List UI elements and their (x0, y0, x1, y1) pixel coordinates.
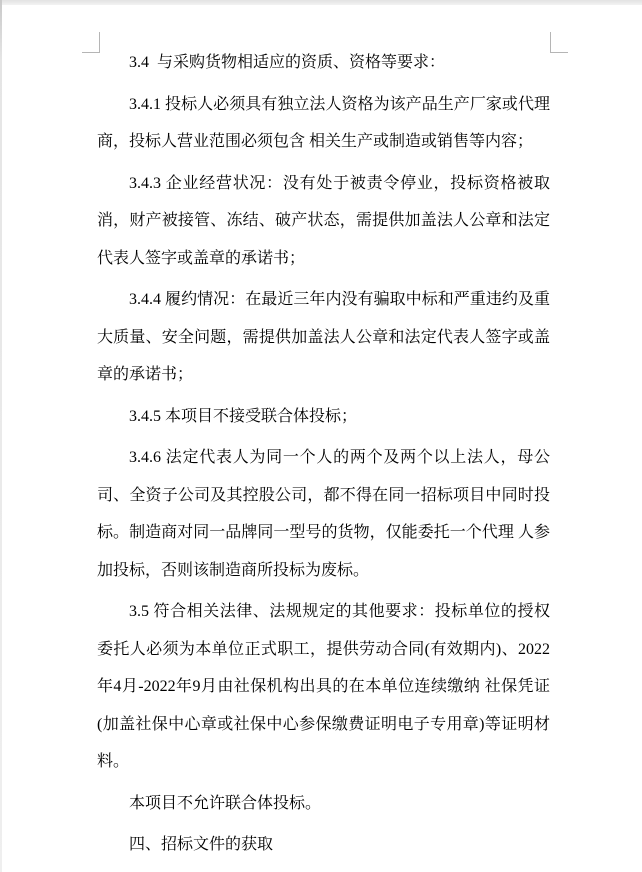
paragraph-3-5: 3.5 符合相关法律、法规规定的其他要求：投标单位的授权委托人必须为本单位正式职工，提供劳动合同(有效期内)、2022年4月-2022年9月由社保机构出具的在本单位连续缴纳 社保凭证(加盖社保中心章或社保中心参保缴费证明电子专用章)等证明材料。 (97, 603, 550, 770)
paragraph-3-4-5: 3.4.5 本项目不接受联合体投标； (129, 407, 358, 425)
document-body (97, 44, 550, 868)
paragraph-3-4-6: 3.4.6 法定代表人为同一个人的两个及两个以上法人，母公司、全资子公司及其控股公司，都不得在同一招标项目中同时投标。制造商对同一品牌同一型号的货物，仅能委托一个代理 人参加投标，否则该制造商所投标为废标。 (97, 449, 550, 579)
top-edge-shadow (0, 0, 642, 5)
text-boundary-mark-top-right (550, 32, 568, 53)
paragraph-no-consortium: 本项目不允许联合体投标。 (129, 794, 322, 812)
paragraph-3-4-4: 3.4.4 履约情况：在最近三年内没有骗取中标和严重违约及重大质量、安全问题，需提供加盖法人公章和法定代表人签字或盖章的承诺书； (97, 291, 550, 383)
paragraph-3-4: 3.4 与采购货物相适应的资质、资格等要求： (129, 54, 446, 71)
paragraph-3-4-1: 3.4.1 投标人必须具有独立法人资格为该产品生产厂家或代理商，投标人营业范围必须包含 相关生产或制造或销售等内容； (97, 95, 550, 150)
paragraph-3-4-3: 3.4.3 企业经营状况：没有处于被责令停业，投标资格被取消，财产被接管、冻结、破产状态，需提供加盖法人公章和法定代表人签字或盖章的承诺书； (97, 174, 550, 267)
left-edge-shadow (0, 0, 2, 872)
heading-section-4: 四、招标文件的获取 (129, 836, 274, 853)
